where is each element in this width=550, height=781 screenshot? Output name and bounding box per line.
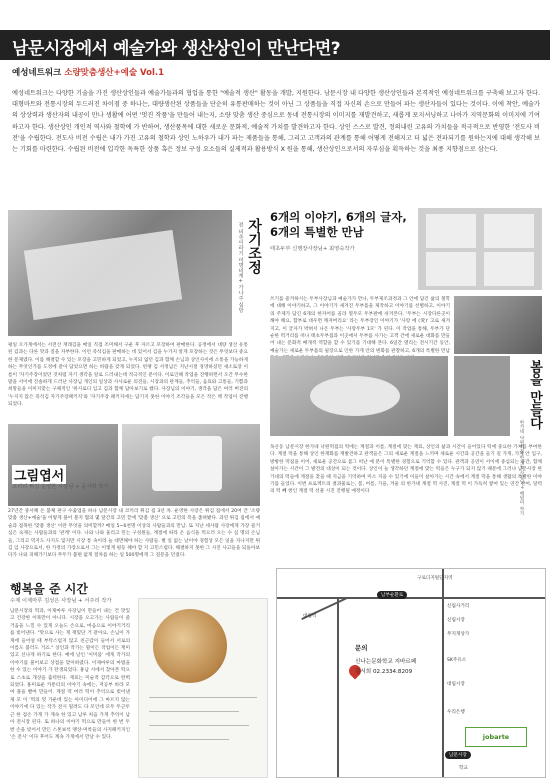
gim-package-photo	[8, 210, 232, 336]
section-body-bom: 독산동 남문시장 한가네 낙원떡집의 떡에는 계절과 이름, 계절에 맞는 재료, 상인의 삶과 시간이 들어있다 떡에 중요한 가치를 부여한다. 계절 떡을 통해 상인 한재화를 재발견하고 관객들은 그의 새로운 계절을 느끼며 새로운 시간과 공간을 들기 길 가게, 가게 안 입구, 방방한 떡집을 이어, 새로운 공간으로 몸그 떠난 예 분이 특별한 경험으로 기억할 수 있다. 관객과 공연이 서이에 중심되는 공간, 함께 살아가는 시간이 그 발견의 대상이 되는 것이다. 상인이 늘 생각하던 계절에 맞는 떡들은 누구가 되지 않기 때문에 그러나 남문시장 한가네의 떡들에 계절을 찾을 때 지금을 기억하여 미소 지을 수 있기에 이들이 살아가는 시간 속에서 계절 떡을 통해 생활의 특별한 이야기를 들었다. 이번 프로젝트의 결과물로는, 봄, 여름, 가을, 겨울 의 한가네 계절 떡 사진, 계절 떡 이 가득히 쌓여 있는 연간 잔여, 달력의 떡 빼 쌍인 계절 떡 선물 시진 진행될 예정이다	[270, 445, 542, 495]
map-label-7: 남문시장	[445, 751, 471, 759]
jobarte-logo: jobarte	[465, 727, 527, 747]
tofu-mold-photo	[418, 208, 542, 290]
road-horizontal	[277, 597, 545, 599]
rice-cake-photo	[270, 356, 448, 436]
series-name: 소량맞춤생산+예술 Vol.1	[64, 68, 165, 78]
section-byline-six: 태초두부 신행장사장님+ 최영숙작가	[270, 246, 355, 252]
section-byline-grimyeonseo: 코끼리 튀김 운영한 사장님 + 중서희 작가	[12, 484, 109, 490]
section-title-grimyeonseo: 그림엽서	[12, 465, 66, 484]
map-label-2: 신림시장	[447, 618, 465, 623]
map-label-1: 신림사거리	[447, 604, 470, 609]
map-label-6: 우리은행	[447, 710, 465, 715]
map-label-4: SK주유소	[447, 658, 467, 663]
location-map	[276, 568, 546, 778]
map-station-label: 남부순환로	[377, 591, 407, 599]
intro-paragraph: 예성네트워크는 다양한 기술을 가진 생산상인들과 예술가들과의 협업을 통한 "예술적 생산" 활동을 개발, 지원한다. 남문시장 내 다양한 생산상인들과 본격적인 예성네트워크를 구축해 보고자 한다. 대형마트와 전통시장의 두드러진 차이점 중 하나는, 대량생산된 상품들을 단순히 유통판매하는 것이 아닌 그 상품들을 직접 자신의 손으로 만들어 파는 생산자들이 있다는 것이다. 이에 착안, 예술가의 상상력과 생산자의 내공이 만나 생활에 어떤 '멋진 작품'을 만들어 내는지, 소량 맞춤 생산 중심으로 동네 전통시장의 이미지를 재발견하고, 새롭게 포지셔닝하고 나아가 지역문화의 이미지에 기여하고자 한다. 생산상인 개인적 역사와 철학에 가 반하여, 생산품목에 대한 새로운 문화적, 예술적 가치를 발견하고자 한다. 상인 스스로 발견, 정의내린 고유의 가치들을 적극적으로 반영한 '전도사 비전'을 수립한다. 전도사 비전 수립은 내가 가진 고유의 철학과 상인 노하우가 내가 파는 제품들을 통해, 그리고 고객과의 관계를 통해 어떻게 전해지고 더 넓은 전파되기를 원하는지에 대해 생각해 보는 기회를 마련한다. 수립된 비전에 입각한 독특한 상품 혹은 정보 구성 요소들의 실제적과 활용방식 X 원을 통해, 생산상인으로서의 자부심을 획득하는 것을 최종 지향점으로 삼는다.	[12, 90, 540, 154]
map-label-3: 무지개상가	[447, 632, 470, 637]
section-byline-happy: 수제 이제마루 김성은 사장님 + 서주리 작가	[10, 598, 112, 604]
map-label-5: 대림시장	[447, 682, 465, 687]
map-label-8: 대림역	[303, 614, 317, 619]
fishcake-illustration	[138, 598, 268, 778]
section-title-six-2: 6개의 특별한 만남	[270, 225, 364, 239]
road-vertical	[442, 569, 444, 777]
subtitle	[12, 66, 164, 78]
section-title-happy: 행복을 준 시간	[10, 582, 88, 596]
section-title-six-1: 6개의 이야기, 6개의 글자,	[270, 210, 407, 224]
section-body-jaguljang: 평일 오가게에서는 서전산 재래김을 매일 직접 조미해서 구운 후 자르고 포장하여 판매한다. 공정에서 대량 생산 유통된 김과는 다른 맛과 질을 자부한다. 이런 즉석김을 판매하는 데 있어서 김을 누가지 알게 포장하는 것은 무엇보다 중요한 문제였다. 이를 해결할 수 있는 포장을 고민하게 되었고, 누지되 없던 김과 함께 손님과 상인사이에 소통을 가능하게하는 무엇인가를 도정에 같이 담았으면 하는 바람을 갖게 되었다. 빈랭 김 서정남은 지난시절 경영하셨던 새소토장 이름이 '자기주장이었던 것처럼 자기 생각을 알로 드러내는데 적극적인 분이다. 이로인해 작업을 진행하면서 오간 무수한 말을 서이에 진솔하게 드러난 사장님 개인의 일상과 사사로운 의견들, 시장과의 관계들, 추억들, 음료와 고통들, 기쁨과 희망들을 이미지맞는 구체적인 '위시로디 입고 김과 함께 담아보기로 했다. 사장님의 이야기, 생각을 담은 여러 버전의 '누지지 않은 즉석김 자기주장패키지'와 '자기주장 패키지에는 담기지 못한 이야기 조각들을 모은 작은 책 작업이 진행되었다.	[8, 343, 248, 408]
inquiry-label: 문의	[355, 644, 368, 652]
section-byline-jaguljang: 전 비추이라기 미명비게+ 가나주 심방	[237, 222, 243, 313]
section-body-grimyeonseo: 27년간 중서해 온 불체 판구 수출업을 하나 남문시장 내 코끼리 튀김 집 3년 차. 운영한 사장은 튀김 집에서 20여 간 '소량 맞춤 생산+예술'을 어떻게 풀어 볼지 협의 몇 달간의 고민 끝에 '맞춤 생산' 으로 고민의 폭을 좁혀봤다. 과연 튀김 집에서 예술과 접목한 '맞춤 생산' 이란 무엇을 의미할까? 매일 5~6천명 이상의 사람들과의 만남. 또 지난 세사람 사장에게 가장 즐거 심은 숙제는 사람들과의 '관계' 이다. 나와 나와 울리고 민는 구성원들, 계절에 따라 온 음식을 먹으러 오는 수 십 명의 손님들, 그리고 먹지도 사지도 않지만 시장 통 속이라 늘 대면해야 하는 사람들. 별 일 없는 날이야 경험상 모든 일을 지나지만 튀김 입 사장으로서, 한 가정의 가장으로서 그는 이렇게 평등 해야 할 지 고민스럽다. 해결하지 못한 그 사진 사고들을 되돌아보다가 나와 피해가기보다 무두가 불편 없게 절차를 하는 일 500명에게 그 질문을 던졌다.	[8, 509, 260, 559]
postcard-photo-right	[122, 424, 260, 506]
rice-cake-photo-2	[454, 356, 510, 436]
venue-name: 신나는문화학교 지바르페	[355, 659, 417, 665]
section-title-jaguljang: 자기조정	[246, 218, 262, 274]
map-label-9: 학교	[459, 766, 468, 771]
road-vertical-2	[337, 597, 339, 777]
page-title: 남문시장에서 예술가와 생산상인이 만난다면?	[12, 39, 341, 59]
section-body-six: 쓰기를 즐겨하시는 두부사장님과 예술가가 만나, 두부제조과정과 그 안에 담긴 삶의 철학에 대해 이야기하고, 그 이야기가 새겨진 두부틀을 제작하고 이야기를 선별하고, 이야기의 주제가 담긴 6개의 한자어를 골라 열두모 두부판에 쉬겨본다. '두부는 시장다른곳이 해야 해요, 함부로 대우면 깨져버리요' 라는 두부장인 이야기가 '사랑 에 (愛)' 고로 새겨지고, 이 글자가 박혀서 나온 두부는 '사랑두부 1모' 가 된다. 이 작업을 통해, 두부가 단순한 먹거리를 떠나 태초두부집과 이곳에서 두부를 사가는 고객 간에 새로운 대화를 만들어 내는 문화적 매개적 역할을 할 수 있기를 기대해 본다. 6일간 열리는 전시기간 동안, 예술가는 새로운 두부틀의 필장으로 인한 가게 안의 변화를 관찰하고, 6개의 특별한 만남	[270, 297, 450, 354]
section-byline-bom: 한가네 낙원떡집 한재동 사장님 + 배원미 작가	[519, 420, 524, 516]
section-title-bom: 봄을 만들다	[527, 360, 542, 430]
org-name: 예성네트워크	[12, 68, 62, 78]
contact-phone: 김서희 02.2334.8209	[355, 669, 413, 675]
tofu-shop-photo	[454, 296, 542, 354]
section-body-happy: 남문시장의 떡과, 이제마루 사장님이 만들어 내는 건 맛있고 건강한 어묵만이 아니다. 시장을 오고가는 사람들이 즐거움을 느낄 수 있게 오늘도 손으로, 마음으로 이야기거리를 빚어낸다. "맛으로 사는 게 재밌단 거 같아요, 손님이 가게에 들어설 때 부탁스럽지 않고 친근감이 들어서 서로의 이름도 불러도 거죠." 상인과 작가는 말이든 작업이든 재미있고 신나게 하기로 한다. 예에 날인 '이미를' 에게 작가의 이야기를 물어보고 상점을 맞이하였다. 이제마루의 마법을 한 수 있는 이야기 가 탄생되었다. 홍남 시에서 찾아본 떡으로 스초로 개상을 출력한다. 재료는 미술적 감각으로 완벽 되었다. 홍미로운 카툰터의 이야기 속에는, 저공부 바라 모여 풀을 빨여 만들어. 계절 떡 여러 떡이 추억으로 빚어낸 제 모 이 '떡의 멋 가운데 있는 아이디어에 그 마르지 않는 이야기에 다 있는 작가 전시 밀려도 다 모인데 모두 두근두근 한 겸손 가게 가 계속 한 있고 남루 처음 가게 추억이 남아 전시장 된다. 또 하나의 이야기 떡으로 만들어 한 번 두 번 손을 빚어서 만든 스톤보석 맹상-머록들의 사지패키지인 '손 전시' 이다 후어도 계속 가게에서 만날 수 있다.	[10, 609, 130, 740]
map-label-0: 구로디지털단지역	[417, 576, 453, 581]
